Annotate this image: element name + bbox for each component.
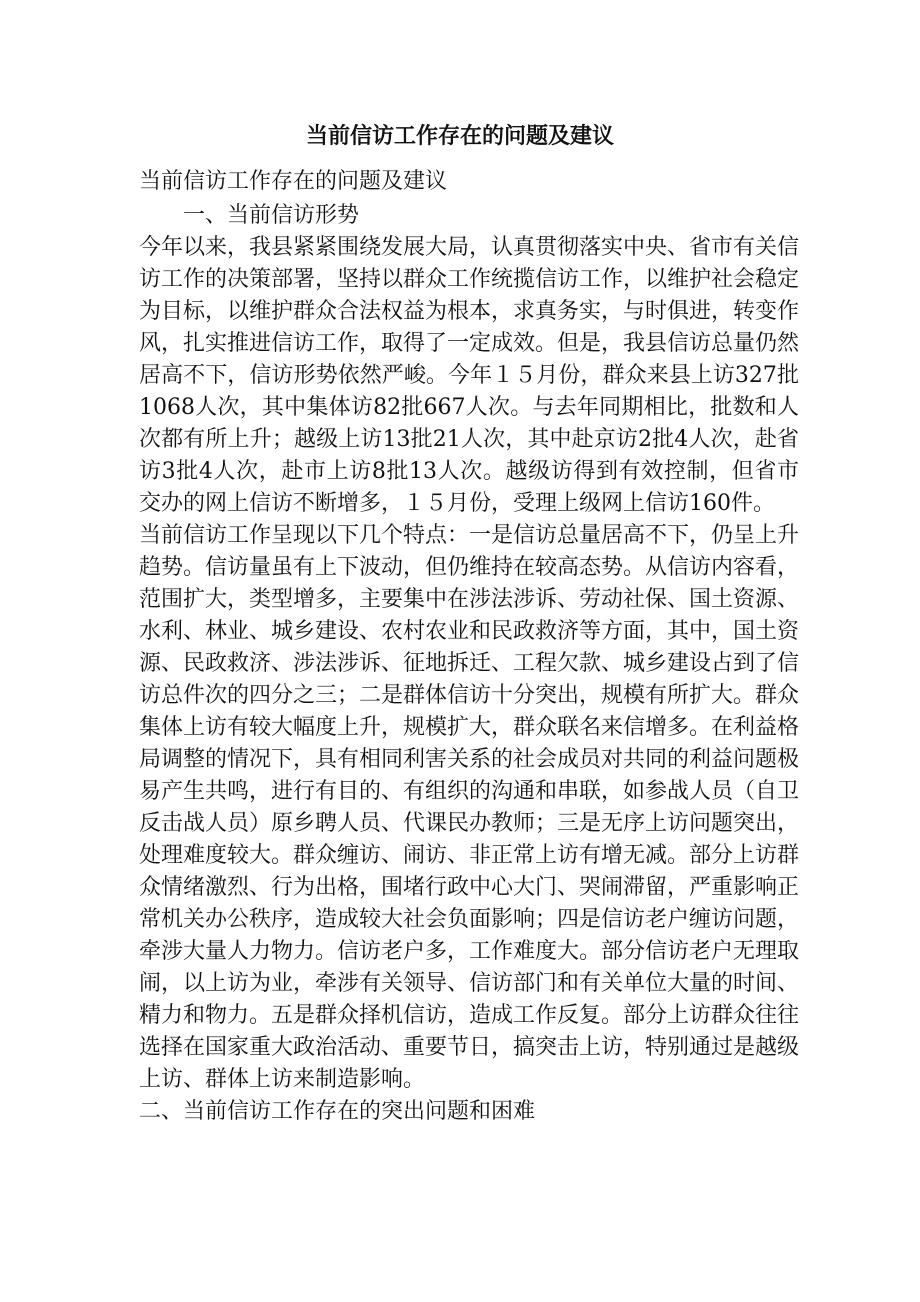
section-heading-1: 一、当前信访形势	[183, 203, 360, 228]
paragraph-characteristics: 当前信访工作呈现以下几个特点：一是信访总量居高不下，仍呈上升趋势。信访量虽有上下波动，但仍维持在较高态势。从信访内容看，范围扩大，类型增多，主要集中在涉法涉诉、劳动社保、国土资源、水利、林业、城乡建设、农村农业和民政救济等方面，其中，国土资源、民政救济、涉法涉诉、征地拆迁、工程欠款、城乡建设占到了信访总件次的四分之三；二是群体信访十分突出，规模有所扩大。群众集体上访有较大幅度上升，规模扩大，群众联名来信增多。在利益格局调整的情况下，具有相同利害关系的社会成员对共同的利益问题极易产生共鸣，进行有目的、有组织的沟通和串联，如参战人员（自卫反击战人员）原乡聘人员、代课民办教师；三是无序上访问题突出，处理难度较大。群众缠访、闹访、非正常上访有增无减。部分上访群众情绪激烈、行为出格，围堵行政中心大门、哭闹滞留，严重影响正常机关办公秩序，造成较大社会负面影响；四是信访老户缠访问题，牵涉大量人力物力。信访老户多，工作难度大。部分信访老户无理取闹，以上访为业，牵涉有关领导、信访部门和有关单位大量的时间、精力和物力。五是群众择机信访，造成工作反复。部分上访群众往往选择在国家重大政治活动、重要节日，搞突击上访，特别通过是越级上访、群体上访来制造影响。	[139, 523, 800, 1092]
section-heading-2: 二、当前信访工作存在的突出问题和困难	[139, 1099, 536, 1124]
document-subtitle: 当前信访工作存在的问题及建议	[139, 169, 448, 194]
document-body	[139, 164, 799, 1128]
document-title: 当前信访工作存在的问题及建议	[305, 123, 614, 149]
paragraph-situation: 今年以来，我县紧紧围绕发展大局，认真贯彻落实中央、省市有关信访工作的决策部署，坚持以群众工作统揽信访工作，以维护社会稳定为目标，以维护群众合法权益为根本，求真务实，与时俱进，转变作风，扎实推进信访工作，取得了一定成效。但是，我县信访总量仍然居高不下，信访形势依然严峻。今年１５月份，群众来县上访327批1068人次，其中集体访82批667人次。与去年同期相比，批数和人次都有所上升；越级上访13批21人次，其中赴京访2批4人次，赴省访3批4人次，赴市上访8批13人次。越级访得到有效控制，但省市交办的网上信访不断增多，１５月份，受理上级网上信访160件。	[139, 235, 800, 516]
